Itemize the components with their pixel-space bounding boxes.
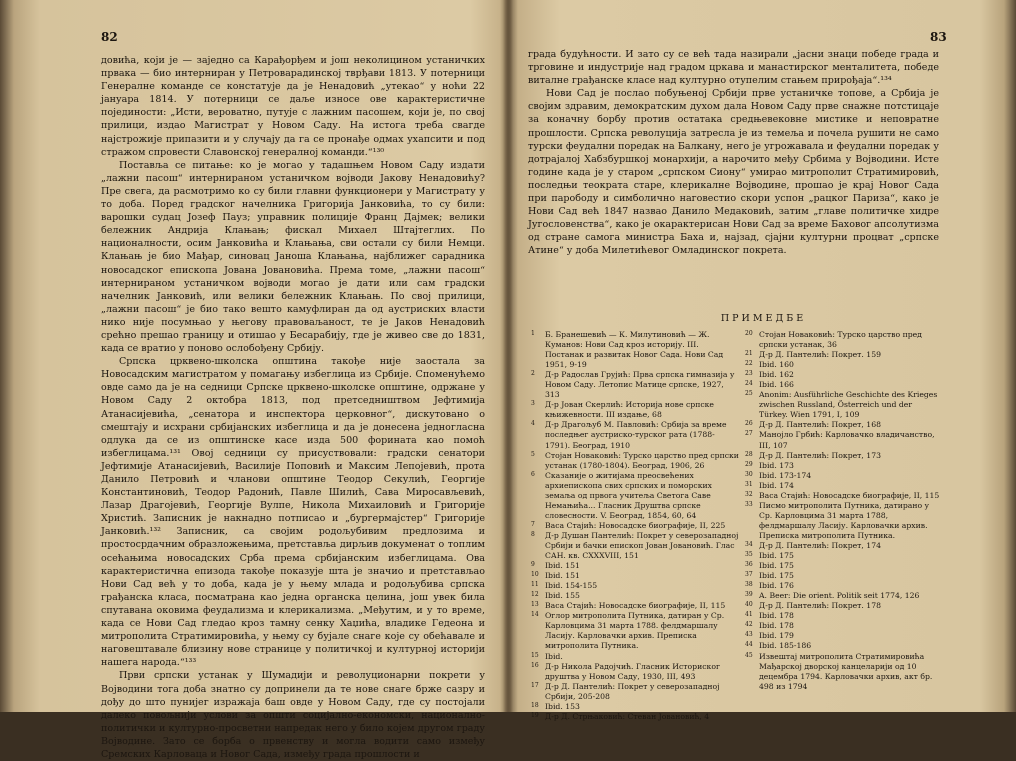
- footnote-number: 7: [531, 520, 535, 528]
- footnote-number: 22: [745, 360, 753, 368]
- footnote-number: 17: [531, 681, 539, 689]
- footnote-text: Д-р Јован Скерлић: Историја нове српске књижевности. III издање, 68: [545, 400, 714, 420]
- footnote-text: Оглор митрополита Путника, датиран у Ср. Карловцима 31 марта 1788. фелдмаршалу Ласију. Карловачки архив. Преписка митрополита Путника.: [545, 611, 725, 651]
- footnote-number: 2: [531, 370, 535, 378]
- footnote-text: Д-р Радослав Грујић: Прва српска гимназија у Новом Саду. Летопис Матице српске, 1927, 313: [545, 370, 735, 400]
- footnote-text: Ibid. 176: [759, 581, 794, 591]
- footnote-text: Ibid. 151: [545, 561, 580, 571]
- footnote-text: Ibid. 153: [545, 701, 580, 711]
- footnote-number: 19: [531, 711, 539, 719]
- footnote: [531, 471, 739, 521]
- footnote: [745, 551, 941, 561]
- notes-column-1: [531, 330, 739, 722]
- footnote: [531, 571, 739, 581]
- footnote-text: Стојан Новаковић: Турско царство пред српски устанак, 36: [759, 330, 922, 350]
- footnote-text: Ibid. 162: [759, 370, 794, 380]
- footnote: [531, 400, 739, 420]
- footnote: [531, 682, 739, 702]
- footnote-number: 10: [531, 571, 539, 579]
- footnote-text: Д-р Д. Пантелић: Покрет, 173: [759, 450, 881, 460]
- footnote-number: 43: [745, 631, 753, 639]
- footnote-number: 11: [531, 581, 539, 589]
- footnote: [745, 601, 941, 611]
- footnote-number: 13: [531, 601, 539, 609]
- left-paragraph-3: Српска црквено-школска општина такође није заостала за Новосадским магистратом у помагању избеглица из Србије. Споменућемо овде само да је на седници Српске црквено-школске општине, одржане у Новом Саду 2 октобра 1813, под претседништвом Јефтимија Атанасијевића, „сенатора и инспектора церковног“, дискутовано о смештају и исхрани србијанских избеглица и да је донесена једногласна одлука да се из општинске касе изда 500 форината као помоћ избеглицама.¹³¹ Овој седници су присуствовали: градски сенатори Јефтимије Атанасијевић, Василије Поповић и Максим Лепојевић, прота Данило Петровић и чланови општине Теодор Секулић, Георгије Константиновић, Теодор Радонић, Павле Шилић, Сава Миросављевић, Лазар Драгојевић, Георгије Вулпе, Никола Михаиловић и Григорије Христић. Записник је накнадно потписао и „бургермајстер“ Григорије Јанковић.¹³² Записник, са својим родољубивим предлозима и простосрдачним образложењима, претставља дирљив докуменат о топлим осећањима новосадских Срба према србијанским избеглицама. Ова карактеристична епизода такође показује шта је значио и претстављао Нови Сад већ у то доба, када је у њему млада и родољубива српска грађанска класа, посматрана као једна органска целина, још увек била спутавана оковима феудализма и клерикализма. „Међутим, и у то време, када се Нови Сад гледао кроз тамну сенку Хаџића, владике Гедеона и митрополита Стратимировића, у њему су бујале снаге које су обећавале и наговештавале близину нове странице у политичкој и културној историји нашега народа.“¹³³: [101, 356, 485, 669]
- footnote-number: 31: [745, 480, 753, 488]
- footnote-text: Ibid. 178: [759, 611, 794, 621]
- footnote: [745, 330, 941, 350]
- footnote-text: Манојло Грбић: Карловачко владичанство, III, 107: [759, 430, 935, 450]
- footnote: [745, 350, 941, 360]
- footnote: [745, 571, 941, 581]
- footnote-number: 1: [531, 330, 535, 337]
- footnote: [531, 662, 739, 682]
- left-page-number: 82: [101, 30, 118, 44]
- right-paragraph-2: Нови Сад је послао побуњеној Србији прве устаничке топове, а Србија је својим здравим, демократским духом дала Новом Саду прве снажне потстицаје за коначну борбу против остатака средњевековне мистике и неповратне прошлости. Српска револуција затресла је из темеља и почела рушити не само турски феудални поредак на Балкану, него је угрожавала и феудални поредак у дотрајалој Хабзбуршкој монархији, а нарочито међу Србима у Војводини. Исте године када је у старом „српском Сиону“ умирао митрополит Стратимировић, последњи теократа старе, клерикалне Војводине, прошао је крај Новог Сада при парободу и симболично наговестио скори успон „рацког Париза“, како је Нови Сад већ 1847 назвао Данило Медаковић, затим „главе политичке хидре Југословенства“, како је окарактерисан Нови Сад за време Баховог апсолутизма од стране самога министра Баха и, најзад, сјајни културни процват „српске Атине“ у доба Милетићевог Омладинског покрета.: [528, 88, 939, 257]
- footnote: [745, 561, 941, 571]
- footnote: [531, 521, 739, 531]
- footnote: [745, 420, 941, 430]
- footnote: [745, 491, 941, 501]
- footnote-text: Ibid. 160: [759, 360, 794, 370]
- footnote-text: Anonim: Ausführliche Geschichte des Krieges zwischen Russland, Österreich und der Türkey. Wien 1791, I, 109: [759, 390, 938, 420]
- footnote: [745, 481, 941, 491]
- notes-column-2: [745, 330, 941, 692]
- footnote-text: Д-р Никола Радојчић. Гласник Историског друштва у Новом Саду, 1930, III, 493: [545, 661, 720, 681]
- footnote-text: Ibid. 173: [759, 460, 794, 470]
- footnote: [745, 591, 941, 601]
- footnote-number: 9: [531, 561, 535, 569]
- footnote: [531, 451, 739, 471]
- footnote: [531, 601, 739, 611]
- footnote-text: Ibid. 175: [759, 551, 794, 561]
- footnote: [531, 561, 739, 571]
- footnote-text: Б. Бранешевић — К. Милутиновић — Ж. Куманов: Нови Сад кроз историју. III. Постанак и развитак Новог Сада. Нови Сад 1951, 9-19: [545, 330, 724, 370]
- footnote: [745, 611, 941, 621]
- footnote: [745, 390, 941, 420]
- footnote-text: A. Beer: Die orient. Politik seit 1774, 126: [759, 591, 920, 601]
- footnote-number: 20: [745, 330, 753, 337]
- footnote-text: Ibid. 175: [759, 561, 794, 571]
- footnote-number: 23: [745, 370, 753, 378]
- footnote-text: Ibid. 179: [759, 631, 794, 641]
- footnote-number: 44: [745, 641, 753, 649]
- footnote-text: Ibid. 175: [759, 571, 794, 581]
- footnote-number: 24: [745, 380, 753, 388]
- footnote-number: 18: [531, 701, 539, 709]
- footnote-number: 3: [531, 400, 535, 408]
- footnote-number: 41: [745, 611, 753, 619]
- footnote-number: 25: [745, 390, 753, 398]
- footnote-text: Сказаније о житијама преосвећених архиепископа свих српских и поморских земаља од првога учитеља Светога Саве Немањића... Гласник Друштва српске словесности. V. Београд, 1854, 60, 64: [545, 470, 712, 520]
- footnote-text: Ibid. 166: [759, 380, 794, 390]
- footnote: [745, 471, 941, 481]
- footnote: [531, 611, 739, 651]
- footnote: [531, 702, 739, 712]
- footnote-number: 37: [745, 571, 753, 579]
- right-page-body: [528, 48, 939, 258]
- footnote-text: Васа Стајић: Новосадске биографије, II, 115: [759, 490, 940, 500]
- footnote-text: Ibid. 178: [759, 621, 794, 631]
- footnote-text: Ibid. 155: [545, 591, 580, 601]
- footnote: [745, 581, 941, 591]
- footnote-text: Д-р Д. Пантелић: Покрет у северозападној Србији, 205-208: [545, 681, 720, 701]
- footnote: [745, 631, 941, 641]
- footnote-number: 40: [745, 601, 753, 609]
- footnote: [531, 581, 739, 591]
- footnote: [531, 652, 739, 662]
- footnote-text: Писмо митрополита Путника, датирано у Ср. Карловцима 31 марта 1788, фелдмаршалу Ласију. Карловачки архив. Преписка митрополита Путника.: [759, 500, 930, 540]
- footnote: [745, 370, 941, 380]
- left-paragraph-2: Поставља се питање: ко је могао у тадашњем Новом Саду издати „лажни пасош“ интернираном устаничком војводи Јакову Ненадовићу? Пре свега, да расмотримо ко су били главни функционери у Магистрату у то доба. Поред градског начелника Григорија Јанковића, то су били: варошки судац Јозеф Пауз; управник полиције Франц Дајмек; велики бележник Андрија Клањањ; фискал Михаел Штајтеглих. По националности, осим Јанковића и Клањања, сви остали су били Немци. Клањањ је био Мађар, синовац Јаноша Клањања, најближег сарадника новосадског епископа Јована Јовановића. Према томе, „лажни пасош“ интернираном устаничком војводи могао је дати или сам градски начелник Јанковић, или велики бележник Клањањ. По свој прилици, „лажни пасош“ је био тако вешто камуфлиран да од аустриских власти нико није посумњао у његову правоваљаност, те је Јаков Ненадовић срећно прешао границу и отишао у Бесарабију, где је живео све до 1831, када се вратио у поново ослобођену Србију.: [101, 159, 485, 355]
- footnote-text: Ibid. 173-174: [759, 470, 812, 480]
- footnote-number: 42: [745, 621, 753, 629]
- footnote-number: 30: [745, 470, 753, 478]
- right-page: [511, 0, 1016, 721]
- footnote: [745, 641, 941, 651]
- footnote-text: Д-р Драгољуб М. Павловић: Србија за време последњег аустриско-турског рата (1788-1791). Београд, 1910: [545, 420, 727, 450]
- footnote: [531, 420, 739, 450]
- footnote: [745, 501, 941, 541]
- footnote: [531, 531, 739, 561]
- footnote-number: 21: [745, 350, 753, 358]
- footnote-number: 39: [745, 591, 753, 599]
- footnote: [745, 380, 941, 390]
- left-page-body: [101, 54, 485, 761]
- footnote-number: 33: [745, 500, 753, 508]
- footnote-text: Ibid.: [545, 651, 563, 661]
- footnote-number: 32: [745, 490, 753, 498]
- footnote: [745, 360, 941, 370]
- footnote: [745, 541, 941, 551]
- footnote-text: Извештај митрополита Стратимировића Мађарској дворској канцеларији од 10 децембра 1794. Карловачки архив, акт бр. 498 из 1794: [759, 651, 933, 691]
- footnote-text: Стојан Новаковић: Турско царство пред српски устанак (1780-1804). Београд, 1906, 26: [545, 450, 739, 470]
- footnote-number: 4: [531, 420, 535, 428]
- footnote-text: Ibid. 174: [759, 480, 794, 490]
- footnote-text: Ibid. 185-186: [759, 641, 812, 651]
- footnote-text: Д-р Д. Пантелић: Покрет. 178: [759, 601, 881, 611]
- footnote-number: 28: [745, 450, 753, 458]
- footnote-text: Васа Стајић: Новосадске биографије, II, 225: [545, 520, 726, 530]
- footnote-number: 27: [745, 430, 753, 438]
- footnote: [745, 430, 941, 450]
- footnote-number: 45: [745, 651, 753, 659]
- footnote: [745, 621, 941, 631]
- footnote-text: Васа Стајић: Новосадске биографије, II, 115: [545, 601, 726, 611]
- footnote-number: 16: [531, 661, 539, 669]
- footnote-number: 38: [745, 581, 753, 589]
- notes-heading: ПРИМЕДБЕ: [720, 313, 807, 324]
- footnote-number: 5: [531, 450, 535, 458]
- footnote-number: 26: [745, 420, 753, 428]
- footnote: [531, 370, 739, 400]
- footnote-text: Д-р Д. Стрњаковић: Стеван Јовановић, 4: [545, 711, 710, 721]
- footnote-text: Д-р Д. Пантелић: Покрет, 174: [759, 540, 881, 550]
- footnote: [745, 652, 941, 692]
- footnote-text: Д-р Д. Пантелић: Покрет. 159: [759, 350, 881, 360]
- footnote-number: 34: [745, 540, 753, 548]
- footnote-number: 8: [531, 530, 535, 538]
- left-paragraph-4: Први српски устанак у Шумадији и револуционарни покрети у Војводини тога доба знатно су допринели да те нове снаге брже сазру и дођу до што пунијег изражаја баш овде у Новом Саду, где су постојали далеко повољнији услови за општи социјално-економски, национално-политички и културно-просветни напредак него у било којем другом граду Војводине. Зато се борба о првенству и могла водити само између Сремских Карловаца и Новог Сада, између града прошлости и: [101, 670, 485, 760]
- footnote-number: 6: [531, 470, 535, 478]
- footnote-text: Д-р Душан Пантелић: Покрет у северозападној Србији и бачки епископ Јован Јовановић. Глас САН. кв. CXXXVIII, 151: [545, 530, 739, 561]
- footnote-text: Ibid. 151: [545, 571, 580, 581]
- right-paragraph-1: града будућности. И зато су се већ тада назирали „јасни знаци победе града и трговине и индустрије над градом цркава и манастирског менталитета, победе виталне грађанске класе над културно отупелим стањем прирођаја“.¹³⁴: [528, 49, 939, 87]
- footnote: [531, 591, 739, 601]
- left-paragraph-1: довића, који је — заједно са Карађорђем и још неколицином устаничких првака — био интерниран у Петроварадинској тврђави 1813. У потерници Генералне команде се констатује да је Ненадовић „утекао“ у ноћи 22 јануара 1814. У потерници се даље износе ове карактеристичне појединости: „Исти, вероватно, путује с лажним пасошем, који је, по свој прилици, издао Магистрат у Новом Саду. На истога треба свагде најстрожије припазити и у случају да га се пронађе одмах ухапсити и под стражом спровести Славонској генералној команди.“¹³⁰: [101, 55, 485, 158]
- right-page-number: 83: [930, 30, 947, 44]
- footnote-text: Ibid. 154-155: [545, 581, 598, 591]
- footnote: [745, 451, 941, 461]
- footnote-text: Д-р Д. Пантелић: Покрет, 168: [759, 420, 881, 430]
- footnote-number: 35: [745, 551, 753, 559]
- footnote: [745, 461, 941, 471]
- footnote: [531, 712, 739, 722]
- footnote: [531, 330, 739, 370]
- footnote-number: 14: [531, 611, 539, 619]
- footnote-number: 12: [531, 591, 539, 599]
- footnote-number: 29: [745, 460, 753, 468]
- footnote-number: 36: [745, 561, 753, 569]
- footnote-number: 15: [531, 651, 539, 659]
- left-page: [0, 0, 505, 760]
